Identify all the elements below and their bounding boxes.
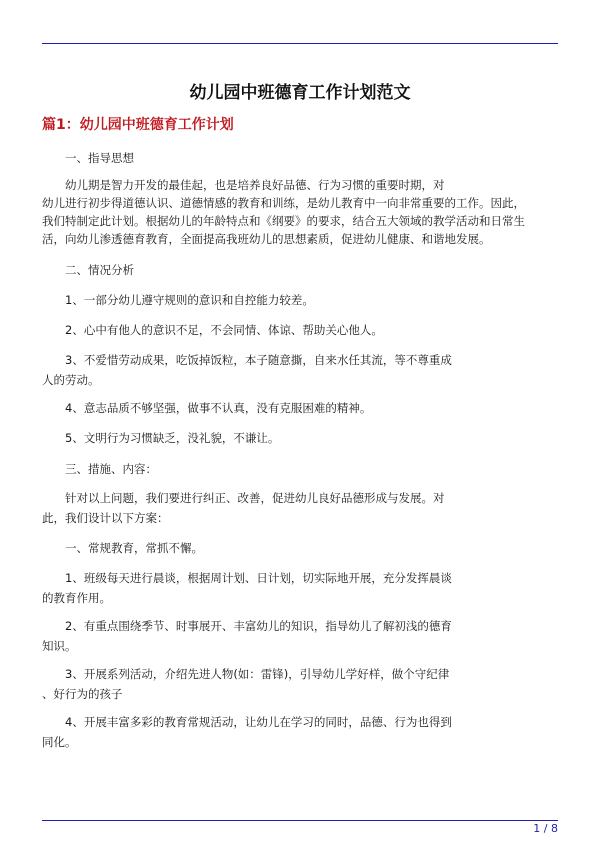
header-rule [42, 43, 558, 44]
paragraph-guiding-heading: 一、指导思想 [42, 151, 134, 165]
paragraph-analysis-5: 5、文明行为习惯缺乏，没礼貌，不谦让。 [42, 431, 280, 445]
footer-rule [42, 820, 558, 821]
paragraph-routine-4: 4、开展丰富多彩的教育常规活动，让幼儿在学习的同时，品德、行为也得到 同化。 [42, 715, 452, 749]
document-title: 幼儿园中班德育工作计划范文 [189, 83, 411, 103]
page-number: 1 / 8 [533, 822, 558, 835]
paragraph-analysis-3: 3、不爱惜劳动成果，吃饭掉饭粒，本子随意撕，自来水任其流，等不尊重成 人的劳动。 [42, 353, 452, 387]
paragraph-measures-intro: 针对以上问题，我们要进行纠正、改善，促进幼儿良好品德形成与发展。对 此，我们设计以下方案： [42, 491, 445, 525]
paragraph-routine-1: 1、班级每天进行晨谈，根据周计划、日计划，切实际地开展，充分发挥晨谈 的教育作用。 [42, 571, 452, 605]
paragraph-routine-3: 3、开展系列活动，介绍先进人物(如：雷锋)，引导幼儿学好样，做个守纪律 、好行为的孩子 [42, 667, 450, 701]
paragraph-analysis-1: 1、一部分幼儿遵守规则的意识和自控能力较差。 [42, 293, 314, 307]
paragraph-routine-2: 2、有重点围绕季节、时事展开、丰富幼儿的知识，指导幼儿了解初浅的德育 知识。 [42, 619, 452, 653]
paragraph-analysis-heading: 二、情况分析 [42, 263, 134, 277]
paragraph-analysis-2: 2、心中有他人的意识不足，不会同情、体谅、帮助关心他人。 [42, 323, 383, 337]
paragraph-measures-heading: 三、措施、内容： [42, 462, 157, 476]
paragraph-analysis-4: 4、意志品质不够坚强，做事不认真，没有克服困难的精神。 [42, 401, 372, 415]
paragraph-guiding-body: 幼儿期是智力开发的最佳起，也是培养良好品德、行为习惯的重要时期，对 幼儿进行初步得道德认识、道德情感的教育和训练，是幼儿教育中一向非常重要的工作。因此， 我们特制定此计划。根据幼儿的年龄特点和《纲要》的要求，结合五大领域的教学活动和日常生 活，向幼儿渗透德育教育，全面提高我班幼儿的思想素质，促进幼儿健康、和谐地发展。 [42, 178, 525, 246]
section-heading: 篇1：幼儿园中班德育工作计划 [42, 117, 234, 133]
paragraph-routine-heading: 一、常规教育，常抓不懈。 [42, 541, 203, 555]
